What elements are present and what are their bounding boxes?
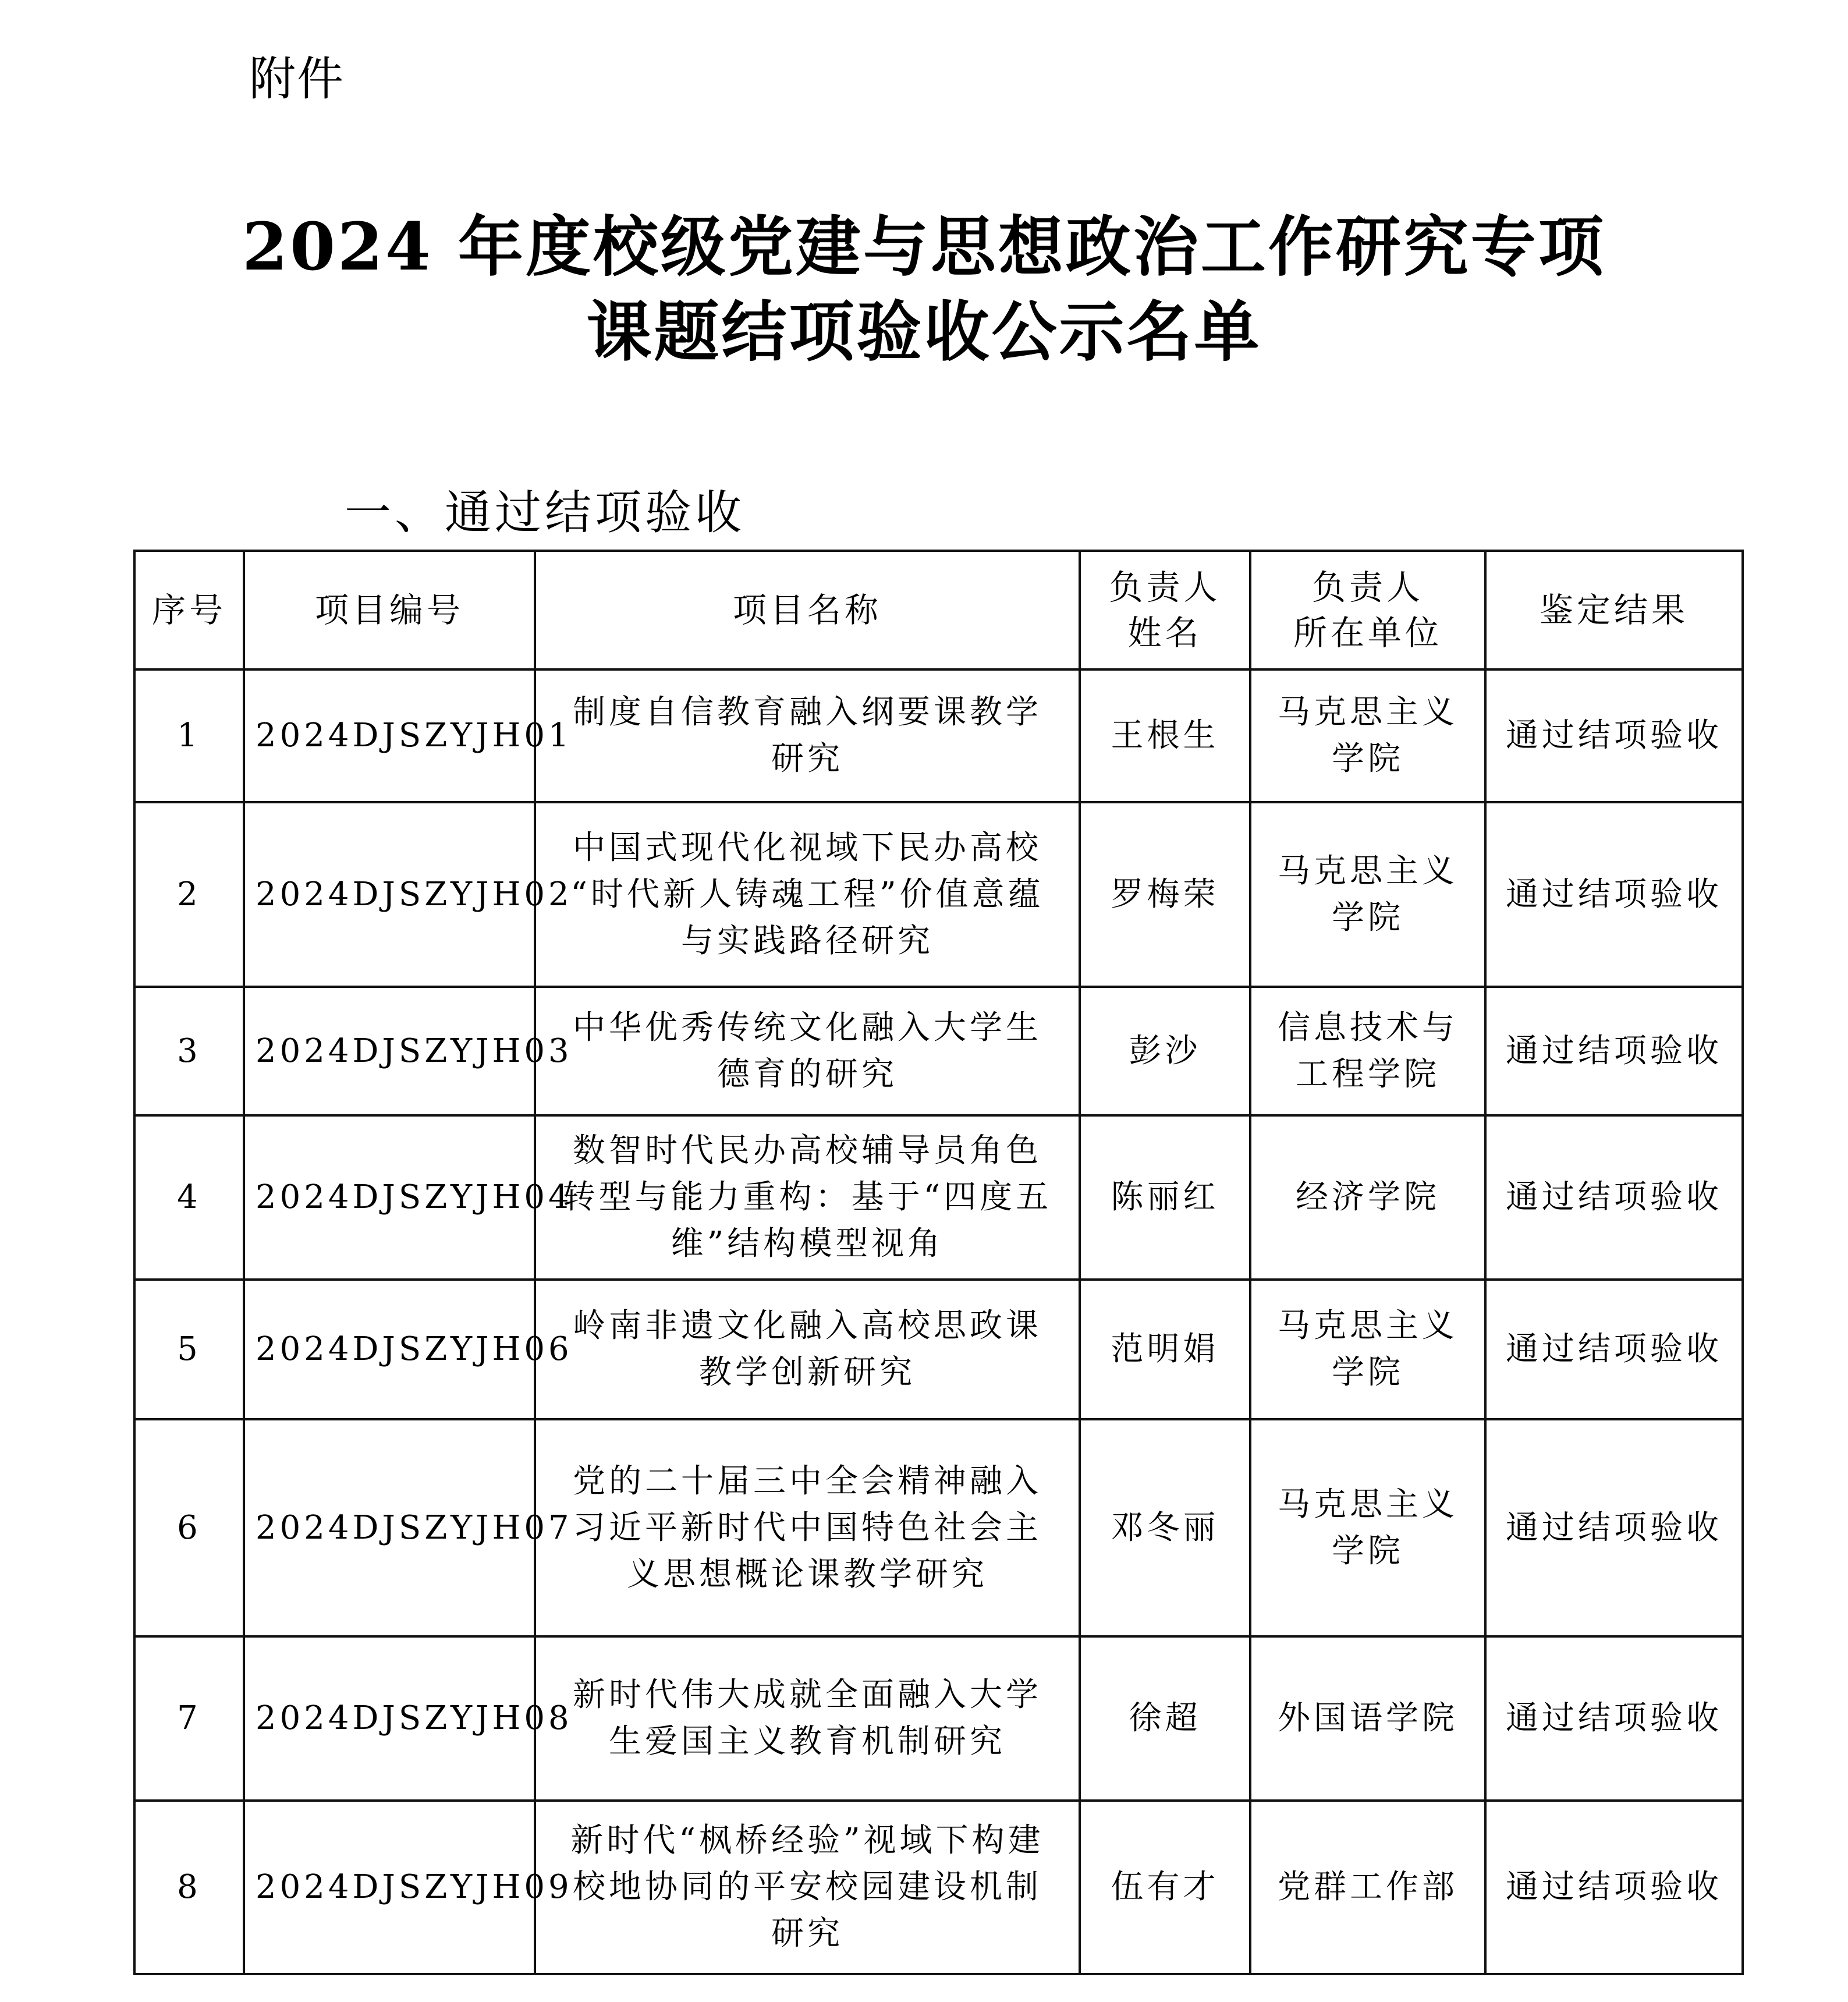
cell-leader: 陈丽红 <box>1080 1115 1250 1280</box>
cell-result: 通过结项验收 <box>1485 1115 1743 1280</box>
cell-result: 通过结项验收 <box>1485 987 1743 1115</box>
cell-leader: 徐超 <box>1080 1636 1250 1801</box>
cell-unit: 信息技术与 工程学院 <box>1250 987 1485 1115</box>
cell-index: 2 <box>134 802 244 987</box>
table-row <box>134 1115 1743 1280</box>
cell-index: 3 <box>134 987 244 1115</box>
cell-project-name: 新时代“枫桥经验”视域下构建 校地协同的平安校园建设机制 研究 <box>535 1801 1080 1974</box>
cell-unit: 党群工作部 <box>1250 1801 1485 1974</box>
cell-unit: 马克思主义 学院 <box>1250 802 1485 987</box>
cell-unit: 马克思主义 学院 <box>1250 1419 1485 1636</box>
title-line-1: 2024 年度校级党建与思想政治工作研究专项 <box>242 209 1606 285</box>
cell-project-code: 2024DJSZYJH08 <box>244 1636 535 1801</box>
header-result: 鉴定结果 <box>1485 551 1743 669</box>
document-title <box>0 205 1848 375</box>
table-row <box>134 669 1743 802</box>
cell-index: 1 <box>134 669 244 802</box>
cell-unit: 马克思主义 学院 <box>1250 1280 1485 1419</box>
cell-project-code: 2024DJSZYJH04 <box>244 1115 535 1280</box>
cell-project-code: 2024DJSZYJH01 <box>244 669 535 802</box>
cell-result: 通过结项验收 <box>1485 1419 1743 1636</box>
results-table <box>133 550 1744 1975</box>
cell-project-code: 2024DJSZYJH03 <box>244 987 535 1115</box>
table-row <box>134 1636 1743 1801</box>
cell-project-code: 2024DJSZYJH09 <box>244 1801 535 1974</box>
header-index: 序号 <box>134 551 244 669</box>
cell-leader: 伍有才 <box>1080 1801 1250 1974</box>
table-row <box>134 1419 1743 1636</box>
cell-leader: 罗梅荣 <box>1080 802 1250 987</box>
title-line-2: 课题结项验收公示名单 <box>586 294 1262 370</box>
header-project-name: 项目名称 <box>535 551 1080 669</box>
cell-result: 通过结项验收 <box>1485 669 1743 802</box>
cell-result: 通过结项验收 <box>1485 1801 1743 1974</box>
attachment-label: 附件 <box>249 52 345 106</box>
cell-project-name: 新时代伟大成就全面融入大学 生爱国主义教育机制研究 <box>535 1636 1080 1801</box>
section-heading: 一、通过结项验收 <box>345 486 745 540</box>
cell-leader: 彭沙 <box>1080 987 1250 1115</box>
header-leader-unit: 负责人 所在单位 <box>1250 551 1485 669</box>
table-row <box>134 1801 1743 1974</box>
cell-unit: 马克思主义 学院 <box>1250 669 1485 802</box>
cell-result: 通过结项验收 <box>1485 1636 1743 1801</box>
cell-index: 4 <box>134 1115 244 1280</box>
cell-project-code: 2024DJSZYJH06 <box>244 1280 535 1419</box>
cell-project-code: 2024DJSZYJH07 <box>244 1419 535 1636</box>
cell-index: 8 <box>134 1801 244 1974</box>
cell-unit: 经济学院 <box>1250 1115 1485 1280</box>
cell-unit: 外国语学院 <box>1250 1636 1485 1801</box>
cell-result: 通过结项验收 <box>1485 802 1743 987</box>
cell-index: 5 <box>134 1280 244 1419</box>
cell-index: 7 <box>134 1636 244 1801</box>
table-row <box>134 1280 1743 1419</box>
cell-project-name: 中华优秀传统文化融入大学生 德育的研究 <box>535 987 1080 1115</box>
table-header-row <box>134 551 1743 669</box>
table-row <box>134 987 1743 1115</box>
cell-index: 6 <box>134 1419 244 1636</box>
cell-project-name: 制度自信教育融入纲要课教学 研究 <box>535 669 1080 802</box>
cell-project-name: 数智时代民办高校辅导员角色 转型与能力重构：基于“四度五 维”结构模型视角 <box>535 1115 1080 1280</box>
cell-project-name: 岭南非遗文化融入高校思政课 教学创新研究 <box>535 1280 1080 1419</box>
header-project-code: 项目编号 <box>244 551 535 669</box>
cell-project-name: 中国式现代化视域下民办高校 “时代新人铸魂工程”价值意蕴 与实践路径研究 <box>535 802 1080 987</box>
cell-leader: 范明娟 <box>1080 1280 1250 1419</box>
cell-leader: 王根生 <box>1080 669 1250 802</box>
header-leader-name: 负责人 姓名 <box>1080 551 1250 669</box>
cell-project-name: 党的二十届三中全会精神融入 习近平新时代中国特色社会主 义思想概论课教学研究 <box>535 1419 1080 1636</box>
cell-result: 通过结项验收 <box>1485 1280 1743 1419</box>
cell-leader: 邓冬丽 <box>1080 1419 1250 1636</box>
cell-project-code: 2024DJSZYJH02 <box>244 802 535 987</box>
table-row <box>134 802 1743 987</box>
